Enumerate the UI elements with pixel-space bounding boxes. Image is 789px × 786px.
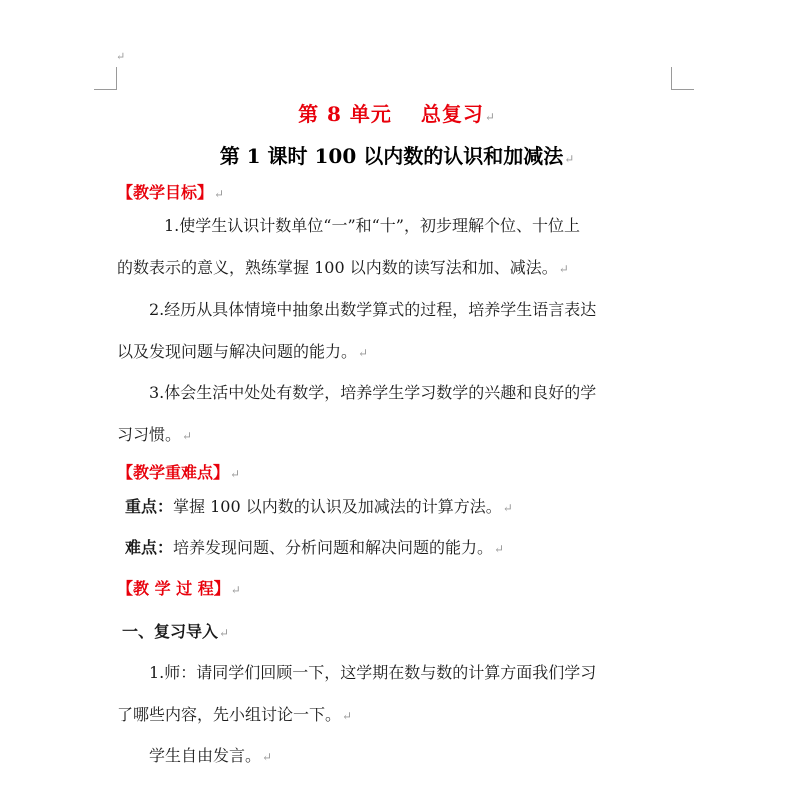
goal-2-line-1: 2.经历从具体情境中抽象出数学算式的过程，培养学生语言表达 — [149, 300, 597, 319]
section-review-intro: 一、复习导入↵ — [122, 622, 230, 641]
key-point-label: 重点： — [125, 497, 174, 516]
goal-3-line-1: 3.体会生活中处处有数学，培养学生学习数学的兴趣和良好的学 — [149, 383, 597, 402]
goal-3-line-2: 习习惯。↵ — [117, 425, 193, 444]
margin-corner-right — [671, 67, 694, 90]
goal-1-line-1: 1.使学生认识计数单位“一”和“十”，初步理解个位、十位上 — [164, 216, 580, 235]
keypoints-heading: 【教学重难点】↵ — [117, 463, 241, 482]
goal-2-line-2: 以及发现问题与解决问题的能力。↵ — [117, 342, 369, 361]
lesson-title: 第 1 课时 100 以内数的认识和加减法↵ — [219, 144, 575, 168]
process-heading: 【教 学 过 程】↵ — [117, 579, 241, 598]
margin-corner-left — [94, 67, 117, 90]
teacher-line-1: 1.师：请同学们回顾一下，这学期在数与数的计算方面我们学习 — [149, 663, 597, 682]
goals-heading: 【教学目标】↵ — [117, 183, 225, 202]
difficulty-label: 难点： — [125, 538, 174, 557]
unit-title: 第 8 单元 总复习↵ — [298, 102, 496, 126]
goal-1-line-2: 的数表示的意义，熟练掌握 100 以内数的读写法和加、减法。↵ — [117, 258, 569, 277]
key-point-line: 重点：掌握 100 以内数的认识及加减法的计算方法。↵ — [125, 497, 513, 516]
difficulty-line: 难点：培养发现问题、分析问题和解决问题的能力。↵ — [125, 538, 505, 557]
teacher-line-2: 了哪些内容，先小组讨论一下。↵ — [117, 705, 353, 724]
student-response: 学生自由发言。↵ — [149, 746, 273, 765]
paragraph-mark-top: ↵ — [116, 50, 126, 63]
